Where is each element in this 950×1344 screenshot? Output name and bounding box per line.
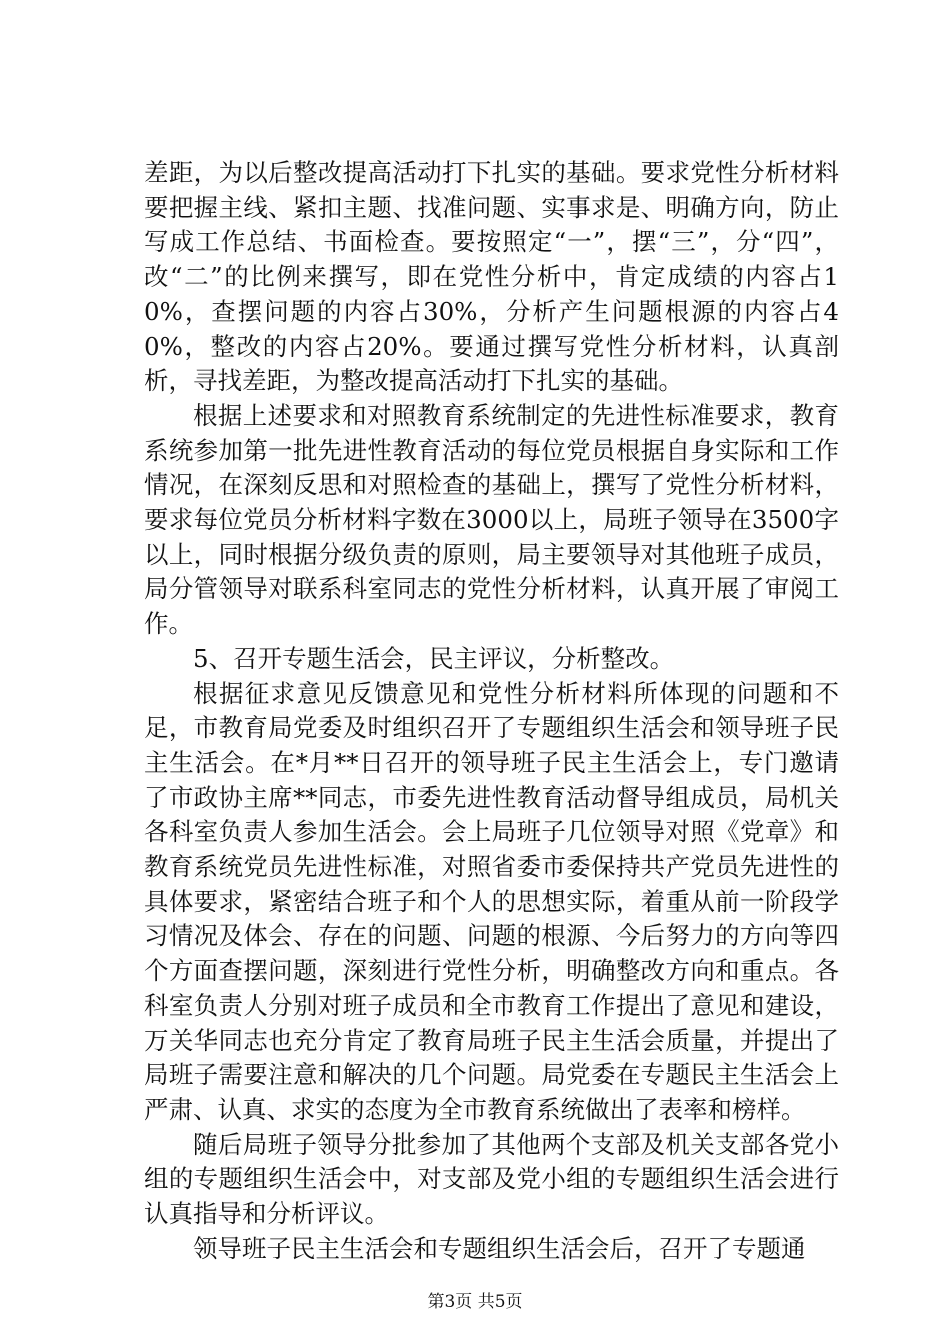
page-number: 第3页 共5页	[427, 1292, 523, 1312]
paragraph-continuation: 差距，为以后整改提高活动打下扎实的基础。要求党性分析材料要把握主线、紧扣主题、找准问题、实事求是、明确方向，防止写成工作总结、书面检查。要按照定“一”，摆“三”，分“四”，改“二”的比例来撰写，即在党性分析中，肯定成绩的内容占10%，查摆问题的内容占30%，分析产生问题根源的内容占40%，整改的内容占20%。要通过撰写党性分析材料，认真剖析，寻找差距，为整改提高活动打下扎实的基础。	[144, 158, 839, 396]
paragraph-closing-fragment: 领导班子民主生活会和专题组织生活会后，召开了专题通	[193, 1233, 806, 1263]
section-heading-5: 5、召开专题生活会，民主评议，分析整改。	[193, 643, 675, 673]
paragraph-life-meeting: 根据征求意见反馈意见和党性分析材料所体现的问题和不足，市教育局党委及时组织召开了专题组织生活会和领导班子民主生活会。在*月**日召开的领导班子民主生活会上，专门邀请了市政协主席**同志，市委先进性教育活动督导组成员，局机关各科室负责人参加生活会。会上局班子几位领导对照《党章》和教育系统党员先进性标准，对照省委市委保持共产党员先进性的具体要求，紧密结合班子和个人的思想实际，着重从前一阶段学习情况及体会、存在的问题、问题的根源、今后努力的方向等四个方面查摆问题，深刻进行党性分析，明确整改方向和重点。各科室负责人分别对班子成员和全市教育工作提出了意见和建设，万关华同志也充分肯定了教育局班子民主生活会质量，并提出了局班子需要注意和解决的几个问题。局党委在专题民主生活会上严肃、认真、求实的态度为全市教育系统做出了表率和榜样。	[144, 678, 839, 1124]
paragraph-branch-meetings: 随后局班子领导分批参加了其他两个支部及机关支部各党小组的专题组织生活会中，对支部及党小组的专题组织生活会进行认真指导和分析评议。	[144, 1129, 839, 1229]
document-body	[144, 156, 839, 1267]
paragraph-analysis-materials: 根据上述要求和对照教育系统制定的先进性标准要求，教育系统参加第一批先进性教育活动的每位党员根据自身实际和工作情况，在深刻反思和对照检查的基础上，撰写了党性分析材料，要求每位党员分析材料字数在3000以上，局班子领导在3500字以上，同时根据分级负责的原则，局主要领导对其他班子成员，局分管领导对联系科室同志的党性分析材料，认真开展了审阅工作。	[144, 400, 839, 639]
page-footer	[0, 1291, 950, 1313]
